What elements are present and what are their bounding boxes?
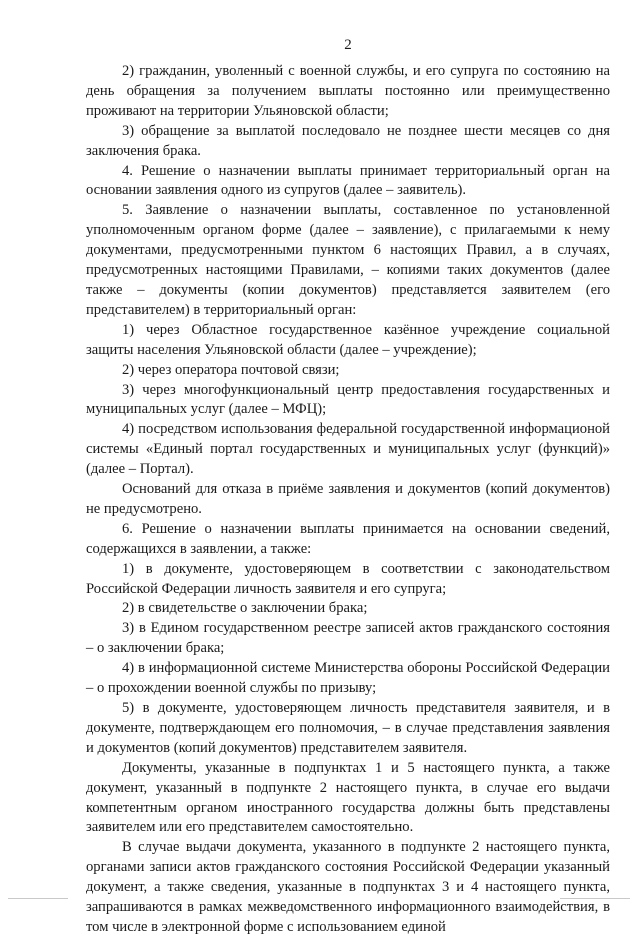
paragraph: 2) через оператора почтовой связи;: [122, 361, 340, 378]
scan-artifact-right: [560, 898, 630, 899]
document-body: [86, 62, 610, 938]
page-number: 2: [344, 37, 352, 53]
scan-artifact-left: [8, 898, 68, 899]
paragraph: 6. Решение о назначении выплаты принимается на основании сведений, содержащихся в заявлении, а также:: [86, 520, 610, 557]
paragraph: Оснований для отказа в приёме заявления и документов (копий документов) не предусмотрено.: [86, 481, 610, 517]
paragraph: 4. Решение о назначении выплаты принимает территориальный орган на основании заявления одного из супругов (далее – заявитель).: [86, 162, 610, 199]
paragraph: 4) посредством использования федеральной государственной информационой системы «Единый портал государственных и муниципальных услуг (функций)» (далее – Портал).: [86, 421, 610, 478]
paragraph: 2) в свидетельстве о заключении брака;: [122, 600, 368, 617]
paragraph: 1) в документе, удостоверяющем в соответствии с законодательством Российской Федерации личность заявителя и его супруга;: [86, 560, 610, 597]
paragraph: 2) гражданин, уволенный с военной службы, и его супруга по состоянию на день обращения за получением выплаты постоянно или преимущественно проживают на территории Ульяновской области;: [86, 63, 610, 119]
paragraph: 3) обращение за выплатой последовало не позднее шести месяцев со дня заключения брака.: [86, 122, 610, 159]
paragraph: 1) через Областное государственное казённое учреждение социальной защиты населения Ульяновской области (далее – учреждение);: [86, 321, 610, 358]
paragraph: 4) в информационной системе Министерства обороны Российской Федерации – о прохождении военной службы по призыву;: [86, 660, 610, 697]
paragraph: Документы, указанные в подпунктах 1 и 5 настоящего пункта, а также документ, указанный в подпункте 2 настоящего пункта, в случае его выдачи компетентным органом иностранного государства должны быть представлены заявителем или его представителем самостоятельно.: [86, 759, 610, 836]
paragraph: В случае выдачи документа, указанного в подпункте 2 настоящего пункта, органами записи актов гражданского состояния Российской Федерации указанный документ, а также сведения, указанные в подпунктах 3 и 4 настоящего пункта, запрашиваются в рамках межведомственного информационного взаимодействия, в том числе в электронной форме с использованием единой: [86, 839, 610, 935]
paragraph: 3) через многофункциональный центр предоставления государственных и муниципальных услуг (далее – МФЦ);: [86, 381, 610, 418]
paragraph: 5) в документе, удостоверяющем личность представителя заявителя, и в документе, подтверждающем его полномочия, – в случае представления заявления и документов (копий документов) представителем заявителя.: [86, 700, 610, 756]
paragraph: 5. Заявление о назначении выплаты, составленное по установленной уполномоченным органом форме (далее – заявление), с прилагаемыми к нему документами, предусмотренными пунктом 6 настоящих Правил, а в случаях, предусмотренных настоящими Правилами, – копиями таких документов (далее также – документы (копии документов) представляется заявителем (его представителем) в территориальный орган:: [86, 202, 610, 318]
paragraph: 3) в Едином государственном реестре записей актов гражданского состояния – о заключении брака;: [86, 620, 610, 657]
